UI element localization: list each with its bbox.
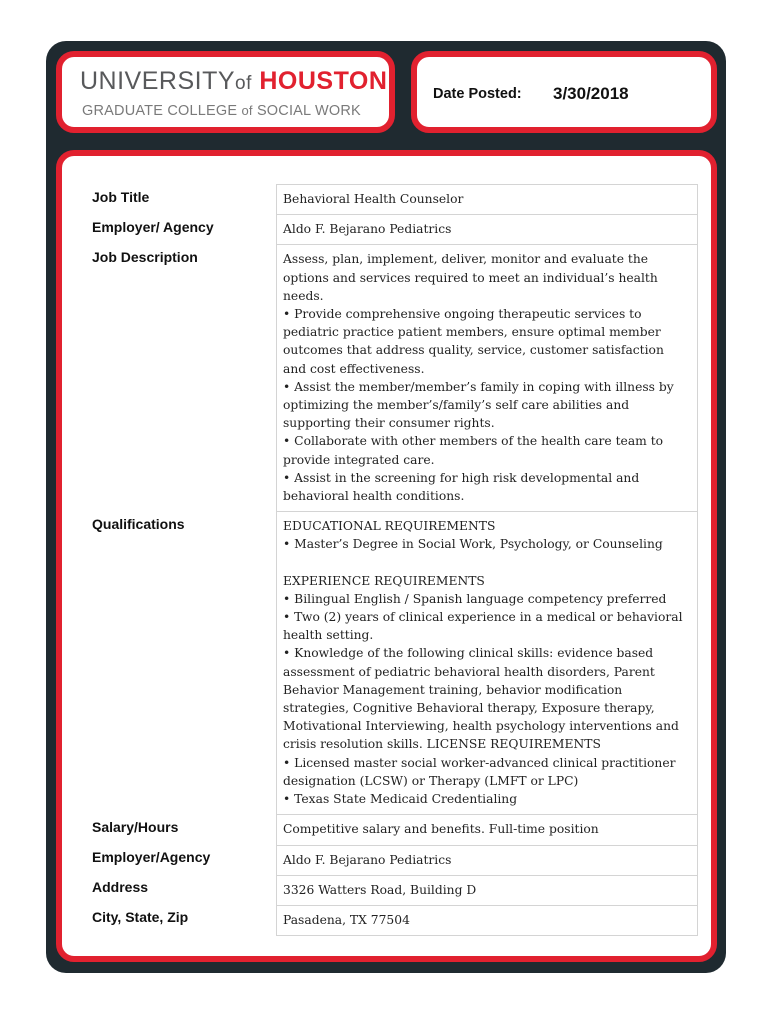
date-posted-value: 3/30/2018 bbox=[553, 84, 629, 103]
row-qualifications bbox=[86, 512, 698, 815]
qualifications-value bbox=[277, 512, 698, 815]
university-logo bbox=[56, 51, 395, 133]
employer-label: Employer/ Agency bbox=[86, 215, 277, 245]
row-address bbox=[86, 875, 698, 905]
row-employer-agency bbox=[86, 845, 698, 875]
city-state-zip-value: Pasadena, TX 77504 bbox=[277, 905, 698, 935]
job-description-label: Job Description bbox=[86, 245, 277, 512]
experience-requirements: EXPERIENCE REQUIREMENTS • Bilingual English / Spanish language competency preferred • Two (2) years of clinical experience in a medical or behavioral health setting. • Knowledge of the following clinical skills: evidence based assessment of pediatric behavioral health disorders, Parent Behavior Management training, behavior modification strategies, Cognitive Behavioral therapy, Exposure therapy, Motivational Interviewing, health psychology interventions and crisis resolution skills. LICENSE REQUIREMENTS • Licensed master social worker-advanced clinical practitioner designation (LCSW) or Therapy (LMFT or LPC) • Texas State Medicaid Credentialing bbox=[283, 573, 683, 807]
qualifications-label: Qualifications bbox=[86, 512, 277, 815]
address-label: Address bbox=[86, 875, 277, 905]
date-posted-label: Date Posted: bbox=[433, 86, 522, 102]
employer-agency-value: Aldo F. Bejarano Pediatrics bbox=[277, 845, 698, 875]
employer-agency-label: Employer/Agency bbox=[86, 845, 277, 875]
date-posted-box bbox=[411, 51, 717, 133]
job-description-text: Assess, plan, implement, deliver, monitor and evaluate the options and services required to meet an individual’s health needs. • Provide comprehensive ongoing therapeutic services to pediatric practice patient members, ensure optimal member outcomes that address quality, service, customer satisfaction and cost effectiveness. • Assist the member/member’s family in coping with illness by optimizing the member’s/family’s self care abilities and supporting their consumer rights. • Collaborate with other members of the health care team to provide integrated care. • Assist in the screening for high risk developmental and behavioral health conditions. bbox=[283, 252, 674, 504]
job-title-label: Job Title bbox=[86, 185, 277, 215]
city-state-zip-label: City, State, Zip bbox=[86, 905, 277, 935]
row-job-description bbox=[86, 245, 698, 512]
salary-label: Salary/Hours bbox=[86, 815, 277, 845]
job-description-value bbox=[277, 245, 698, 512]
row-employer bbox=[86, 215, 698, 245]
row-city-state-zip bbox=[86, 905, 698, 935]
job-title-value: Behavioral Health Counselor bbox=[277, 185, 698, 215]
job-details-panel bbox=[56, 150, 717, 962]
address-value: 3326 Watters Road, Building D bbox=[277, 875, 698, 905]
education-requirements: EDUCATIONAL REQUIREMENTS • Master’s Degree in Social Work, Psychology, or Counseling bbox=[283, 519, 663, 552]
row-salary bbox=[86, 815, 698, 845]
logo-college-name: GRADUATE COLLEGE of SOCIAL WORK bbox=[82, 103, 361, 119]
logo-university-name: UNIVERSITYof HOUSTON bbox=[80, 67, 388, 95]
employer-value: Aldo F. Bejarano Pediatrics bbox=[277, 215, 698, 245]
job-details-table bbox=[86, 184, 698, 936]
row-job-title bbox=[86, 185, 698, 215]
salary-value: Competitive salary and benefits. Full-time position bbox=[277, 815, 698, 845]
